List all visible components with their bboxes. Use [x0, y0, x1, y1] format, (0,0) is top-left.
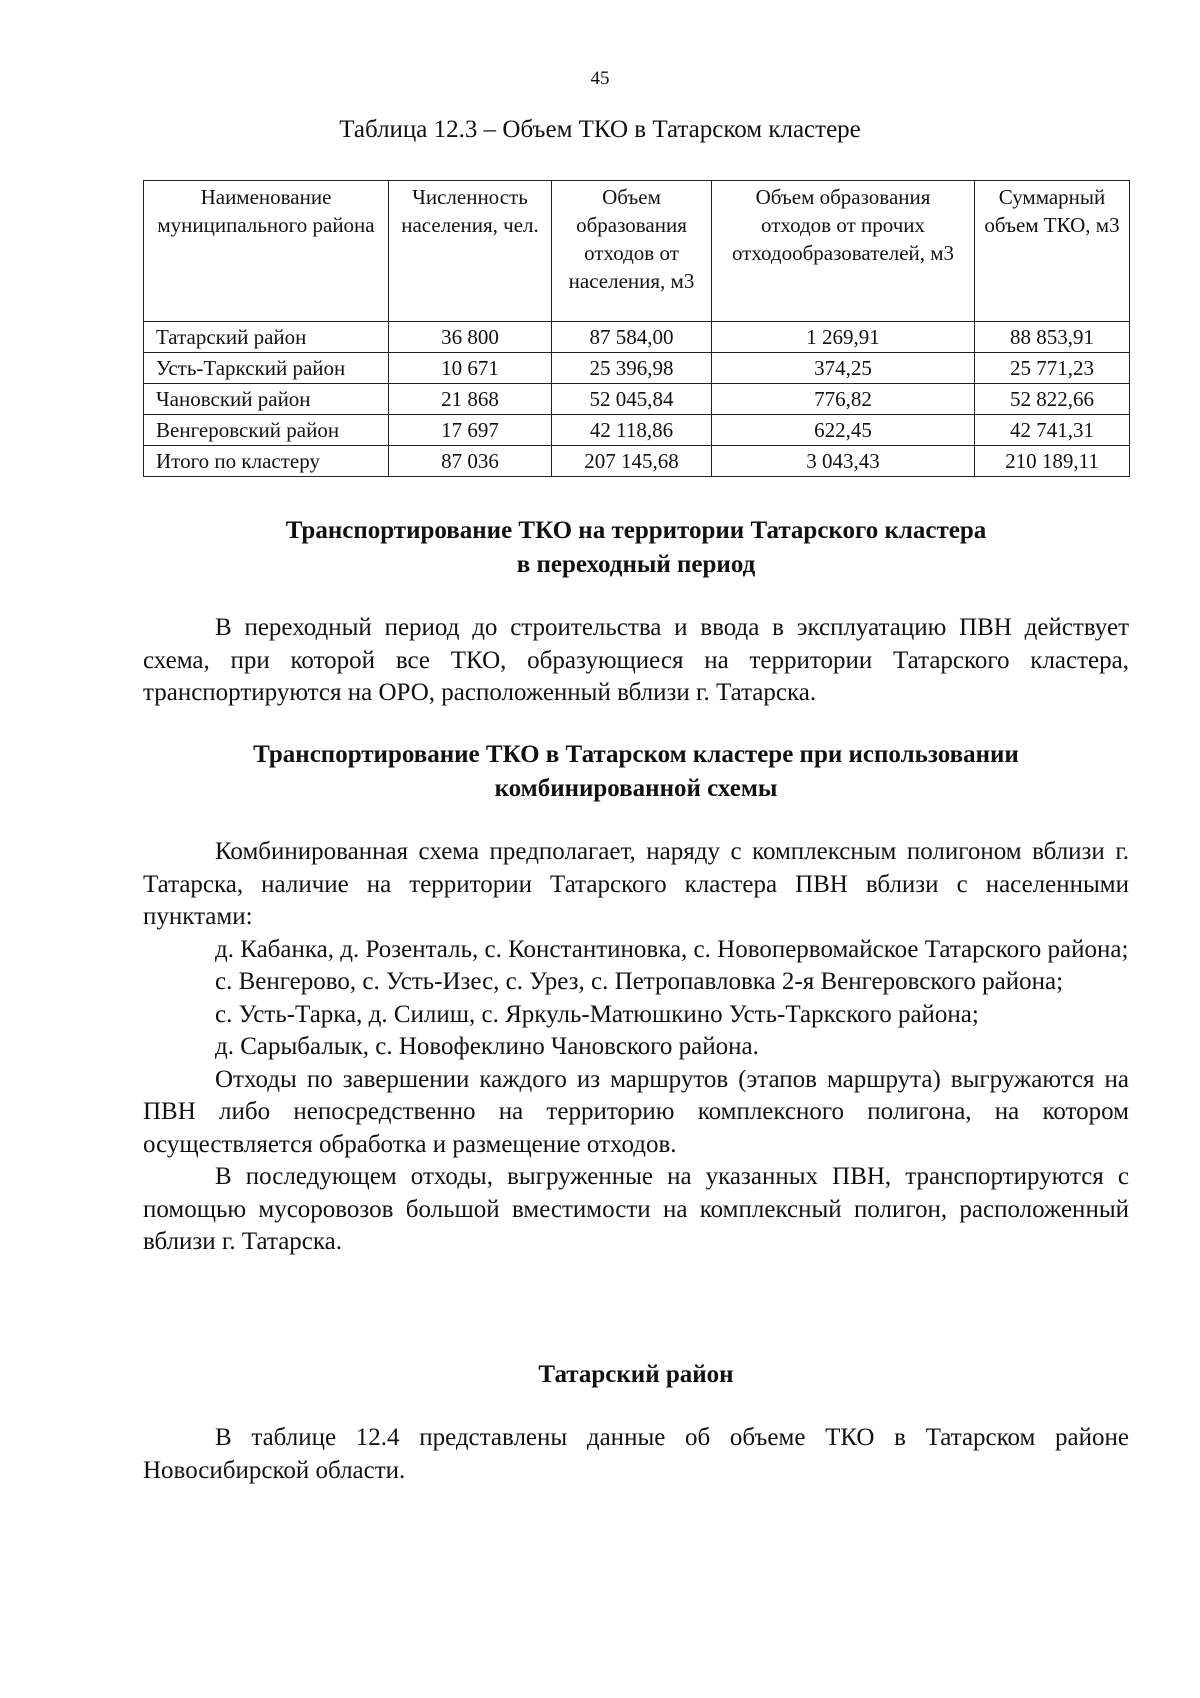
cell-other-waste: 622,45 [712, 415, 975, 446]
header-district: Наименование муниципального района [144, 181, 389, 322]
cell-district: Итого по кластеру [144, 446, 389, 477]
section-body-combined [143, 836, 1129, 1259]
cell-total-volume: 42 741,31 [975, 415, 1130, 446]
settlement-list-item: д. Сарыбалык, с. Новофеклино Чановского района. [215, 1033, 759, 1060]
cell-district: Татарский район [144, 322, 389, 353]
cell-other-waste: 776,82 [712, 384, 975, 415]
cell-population: 87 036 [389, 446, 552, 477]
section-heading-line: в переходный период [516, 551, 756, 578]
cell-population: 36 800 [389, 322, 552, 353]
section-heading-combined [143, 738, 1129, 806]
table-caption: Таблица 12.3 – Объем ТКО в Татарском кластере [339, 116, 861, 143]
section-heading-transitional [143, 514, 1129, 582]
table-row [144, 415, 1130, 446]
cell-district: Венгеровский район [144, 415, 389, 446]
page-number: 45 [590, 68, 610, 89]
cell-total-volume: 210 189,11 [975, 446, 1130, 477]
settlement-list-item: д. Кабанка, д. Розенталь, с. Константиновка, с. Новопервомайское Татарского района; [215, 935, 1129, 963]
cell-household-waste: 87 584,00 [552, 322, 712, 353]
paragraph: В переходный период до строительства и ввода в эксплуатацию ПВН действует схема, при которой все ТКО, образующиеся на территории Татарского кластера, транспортируются на ОРО, расположенный вблизи г. Татарска. [143, 614, 1129, 706]
section-body-transitional [143, 612, 1129, 710]
table-row [144, 384, 1130, 415]
table-header-row [144, 181, 1130, 322]
cell-other-waste: 374,25 [712, 353, 975, 384]
header-other-waste: Объем образования отходов от прочих отходообразователей, м3 [712, 181, 975, 322]
settlement-list-item: с. Усть-Тарка, д. Силиш, с. Яркуль-Матюшкино Усть-Таркского района; [215, 1000, 979, 1028]
cell-other-waste: 3 043,43 [712, 446, 975, 477]
paragraph: Отходы по завершении каждого из маршрутов (этапов маршрута) выгружаются на ПВН либо непосредственно на территорию комплексного полигона, на котором осуществляется обработка и размещение отходов. [143, 1065, 1129, 1158]
table-row [144, 322, 1130, 353]
paragraph: В таблице 12.4 представлены данные об объеме ТКО в Татарском районе Новосибирской области. [143, 1424, 1129, 1484]
cell-other-waste: 1 269,91 [712, 322, 975, 353]
cell-household-waste: 25 396,98 [552, 353, 712, 384]
cell-district: Усть-Таркский район [144, 353, 389, 384]
section-heading-line: Транспортирование ТКО на территории Татарского кластера [285, 517, 987, 544]
section-heading-line: Транспортирование ТКО в Татарском кластере при использовании [253, 741, 1019, 768]
cell-population: 21 868 [389, 384, 552, 415]
section-heading-tatarsky: Татарский район [538, 1361, 734, 1388]
cell-population: 17 697 [389, 415, 552, 446]
section-heading-line: комбинированной схемы [494, 775, 778, 802]
cell-total-volume: 25 771,23 [975, 353, 1130, 384]
cell-household-waste: 207 145,68 [552, 446, 712, 477]
header-total-volume: Суммарный объем ТКО, м3 [975, 181, 1130, 322]
table-row [144, 353, 1130, 384]
cell-population: 10 671 [389, 353, 552, 384]
paragraph: В последующем отходы, выгруженные на указанных ПВН, транспортируются с помощью мусоровозов большой вместимости на комплексный полигон, расположенный вблизи г. Татарска. [143, 1163, 1129, 1255]
cell-district: Чановский район [144, 384, 389, 415]
paragraph: Комбинированная схема предполагает, наряду с комплексным полигоном вблизи г. Татарска, наличие на территории Татарского кластера ПВН вблизи с населенными пунктами: [143, 838, 1129, 930]
section-body-tatarsky [143, 1422, 1129, 1487]
header-household-waste: Объем образования отходов от населения, м3 [552, 181, 712, 322]
tko-volume-table [143, 180, 1130, 477]
cell-household-waste: 42 118,86 [552, 415, 712, 446]
settlement-list-item: с. Венгерово, с. Усть-Изес, с. Урез, с. Петропавловка 2-я Венгеровского района; [215, 968, 1064, 995]
header-population: Численность населения, чел. [389, 181, 552, 322]
table-total-row [144, 446, 1130, 477]
cell-total-volume: 88 853,91 [975, 322, 1130, 353]
cell-household-waste: 52 045,84 [552, 384, 712, 415]
cell-total-volume: 52 822,66 [975, 384, 1130, 415]
